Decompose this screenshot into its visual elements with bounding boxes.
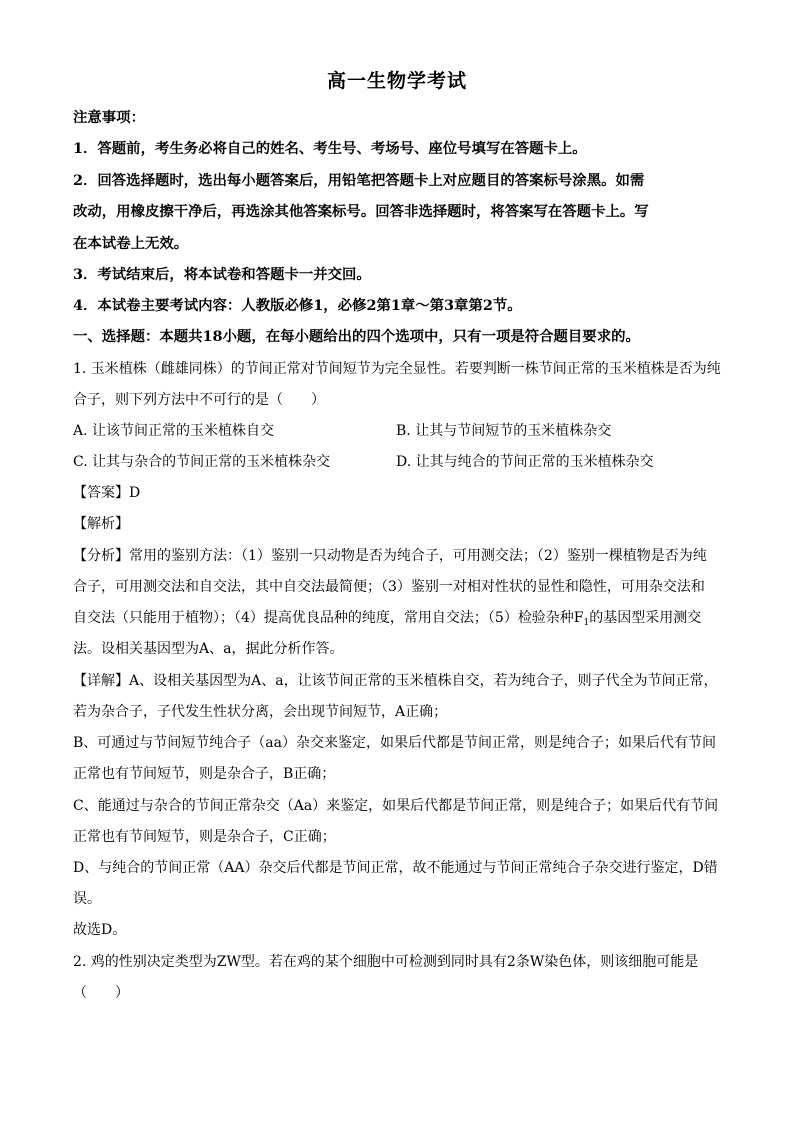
analysis-label: 【解析】 [73, 516, 129, 532]
fenxi-text-1: 常用的鉴别方法：（1）鉴别一只动物是否为纯合子，可用测交法；（2）鉴别一棵植物是否为纯 [129, 548, 707, 564]
conclusion: 故选D。 [73, 922, 127, 938]
q1-stem-line2: 合子，则下列方法中不可行的是（ ） [73, 392, 325, 408]
detail-line-8: 误。 [73, 891, 101, 907]
detail-text-1: A、设相关基因型为A、a，让该节间正常的玉米植株自交，若为纯合子，则子代全为节间正常， [129, 673, 718, 689]
fenxi-text-3: 自交法（只能用于植物）；（4）提高优良品种的纯度，常用自交法；（5）检验杂种F [73, 610, 584, 626]
detail-line-3: B、可通过与节间短节纯合子（aa）杂交来鉴定，如果后代都是节间正常，则是纯合子；如果后代有节间 [73, 735, 716, 751]
detail-line-2: 若为杂合子，子代发生性状分离，会出现节间短节，A正确； [73, 704, 448, 720]
detail-line-7: D、与纯合的节间正常（AA）杂交后代都是节间正常，故不能通过与节间正常纯合子杂交进行鉴定，D错 [73, 860, 718, 876]
notice-heading: 注意事项： [73, 109, 145, 126]
fenxi-line-2: 合子，可用测交法和自交法，其中自交法最简便；（3）鉴别一对相对性状的显性和隐性，可用杂交法和 [73, 579, 705, 595]
q1-option-b: B. 让其与节间短节的玉米植株杂交 [396, 423, 612, 439]
fenxi-line-1 [73, 546, 723, 566]
notice-item-2: 2．回答选择题时，选出每小题答案后，用铅笔把答题卡上对应题目的答案标号涂黑。如需 [73, 172, 645, 189]
q1-option-c: C. 让其与杂合的节间正常的玉米植株杂交 [73, 454, 331, 470]
q1-option-a: A. 让该节间正常的玉米植株自交 [73, 423, 275, 439]
notice-item-1: 1．答题前，考生务必将自己的姓名、考生号、考场号、座位号填写在答题卡上。 [73, 140, 587, 157]
notice-item-2-end: 在本试卷上无效。 [73, 235, 189, 252]
xiangjie-label: 【详解】 [73, 673, 129, 689]
notice-item-2-cont: 改动，用橡皮擦干净后，再选涂其他答案标号。回答非选择题时，将答案写在答题卡上。写 [73, 203, 649, 220]
section-heading: 一、选择题：本题共18小题，在每小题给出的四个选项中，只有一项是符合题目要求的。 [73, 328, 640, 345]
fenxi-line-4: 法。设相关基因型为A、a，据此分析作答。 [73, 641, 344, 657]
answer-label: 【答案】 [73, 485, 129, 501]
detail-line-6: 正常也有节间短节，则是杂合子，C正确； [73, 829, 336, 845]
f1-subscript: 1 [583, 618, 590, 628]
detail-line-4: 正常也有节间短节，则是杂合子，B正确； [73, 766, 336, 782]
fenxi-text-3-tail: 的基因型采用测交 [589, 610, 702, 626]
q1-option-d: D. 让其与纯合的节间正常的玉米植株杂交 [396, 454, 654, 470]
q1-answer-line [73, 483, 723, 503]
detail-line-1 [73, 671, 723, 691]
answer-value: D [129, 485, 141, 501]
notice-item-4: 4．本试卷主要考试内容：人教版必修1，必修2第1章～第3章第2节。 [73, 297, 522, 314]
q2-stem-line2: （ ） [73, 985, 129, 1001]
fenxi-label: 【分析】 [73, 548, 129, 564]
q1-stem-line1: 1. 玉米植株（雌雄同株）的节间正常对节间短节为完全显性。若要判断一株节间正常的玉米植株是否为纯 [73, 361, 721, 377]
page-title: 高一生物学考试 [326, 70, 467, 92]
notice-item-3: 3．考试结束后，将本试卷和答题卡一并交回。 [73, 266, 371, 283]
q2-stem-line1: 2. 鸡的性别决定类型为ZW型。若在鸡的某个细胞中可检测到同时具有2条W染色体，则该细胞可能是 [73, 954, 699, 970]
fenxi-line-3 [73, 608, 723, 633]
detail-line-5: C、能通过与杂合的节间正常杂交（Aa）来鉴定，如果后代都是节间正常，则是纯合子；如果后代有节间 [73, 798, 719, 814]
